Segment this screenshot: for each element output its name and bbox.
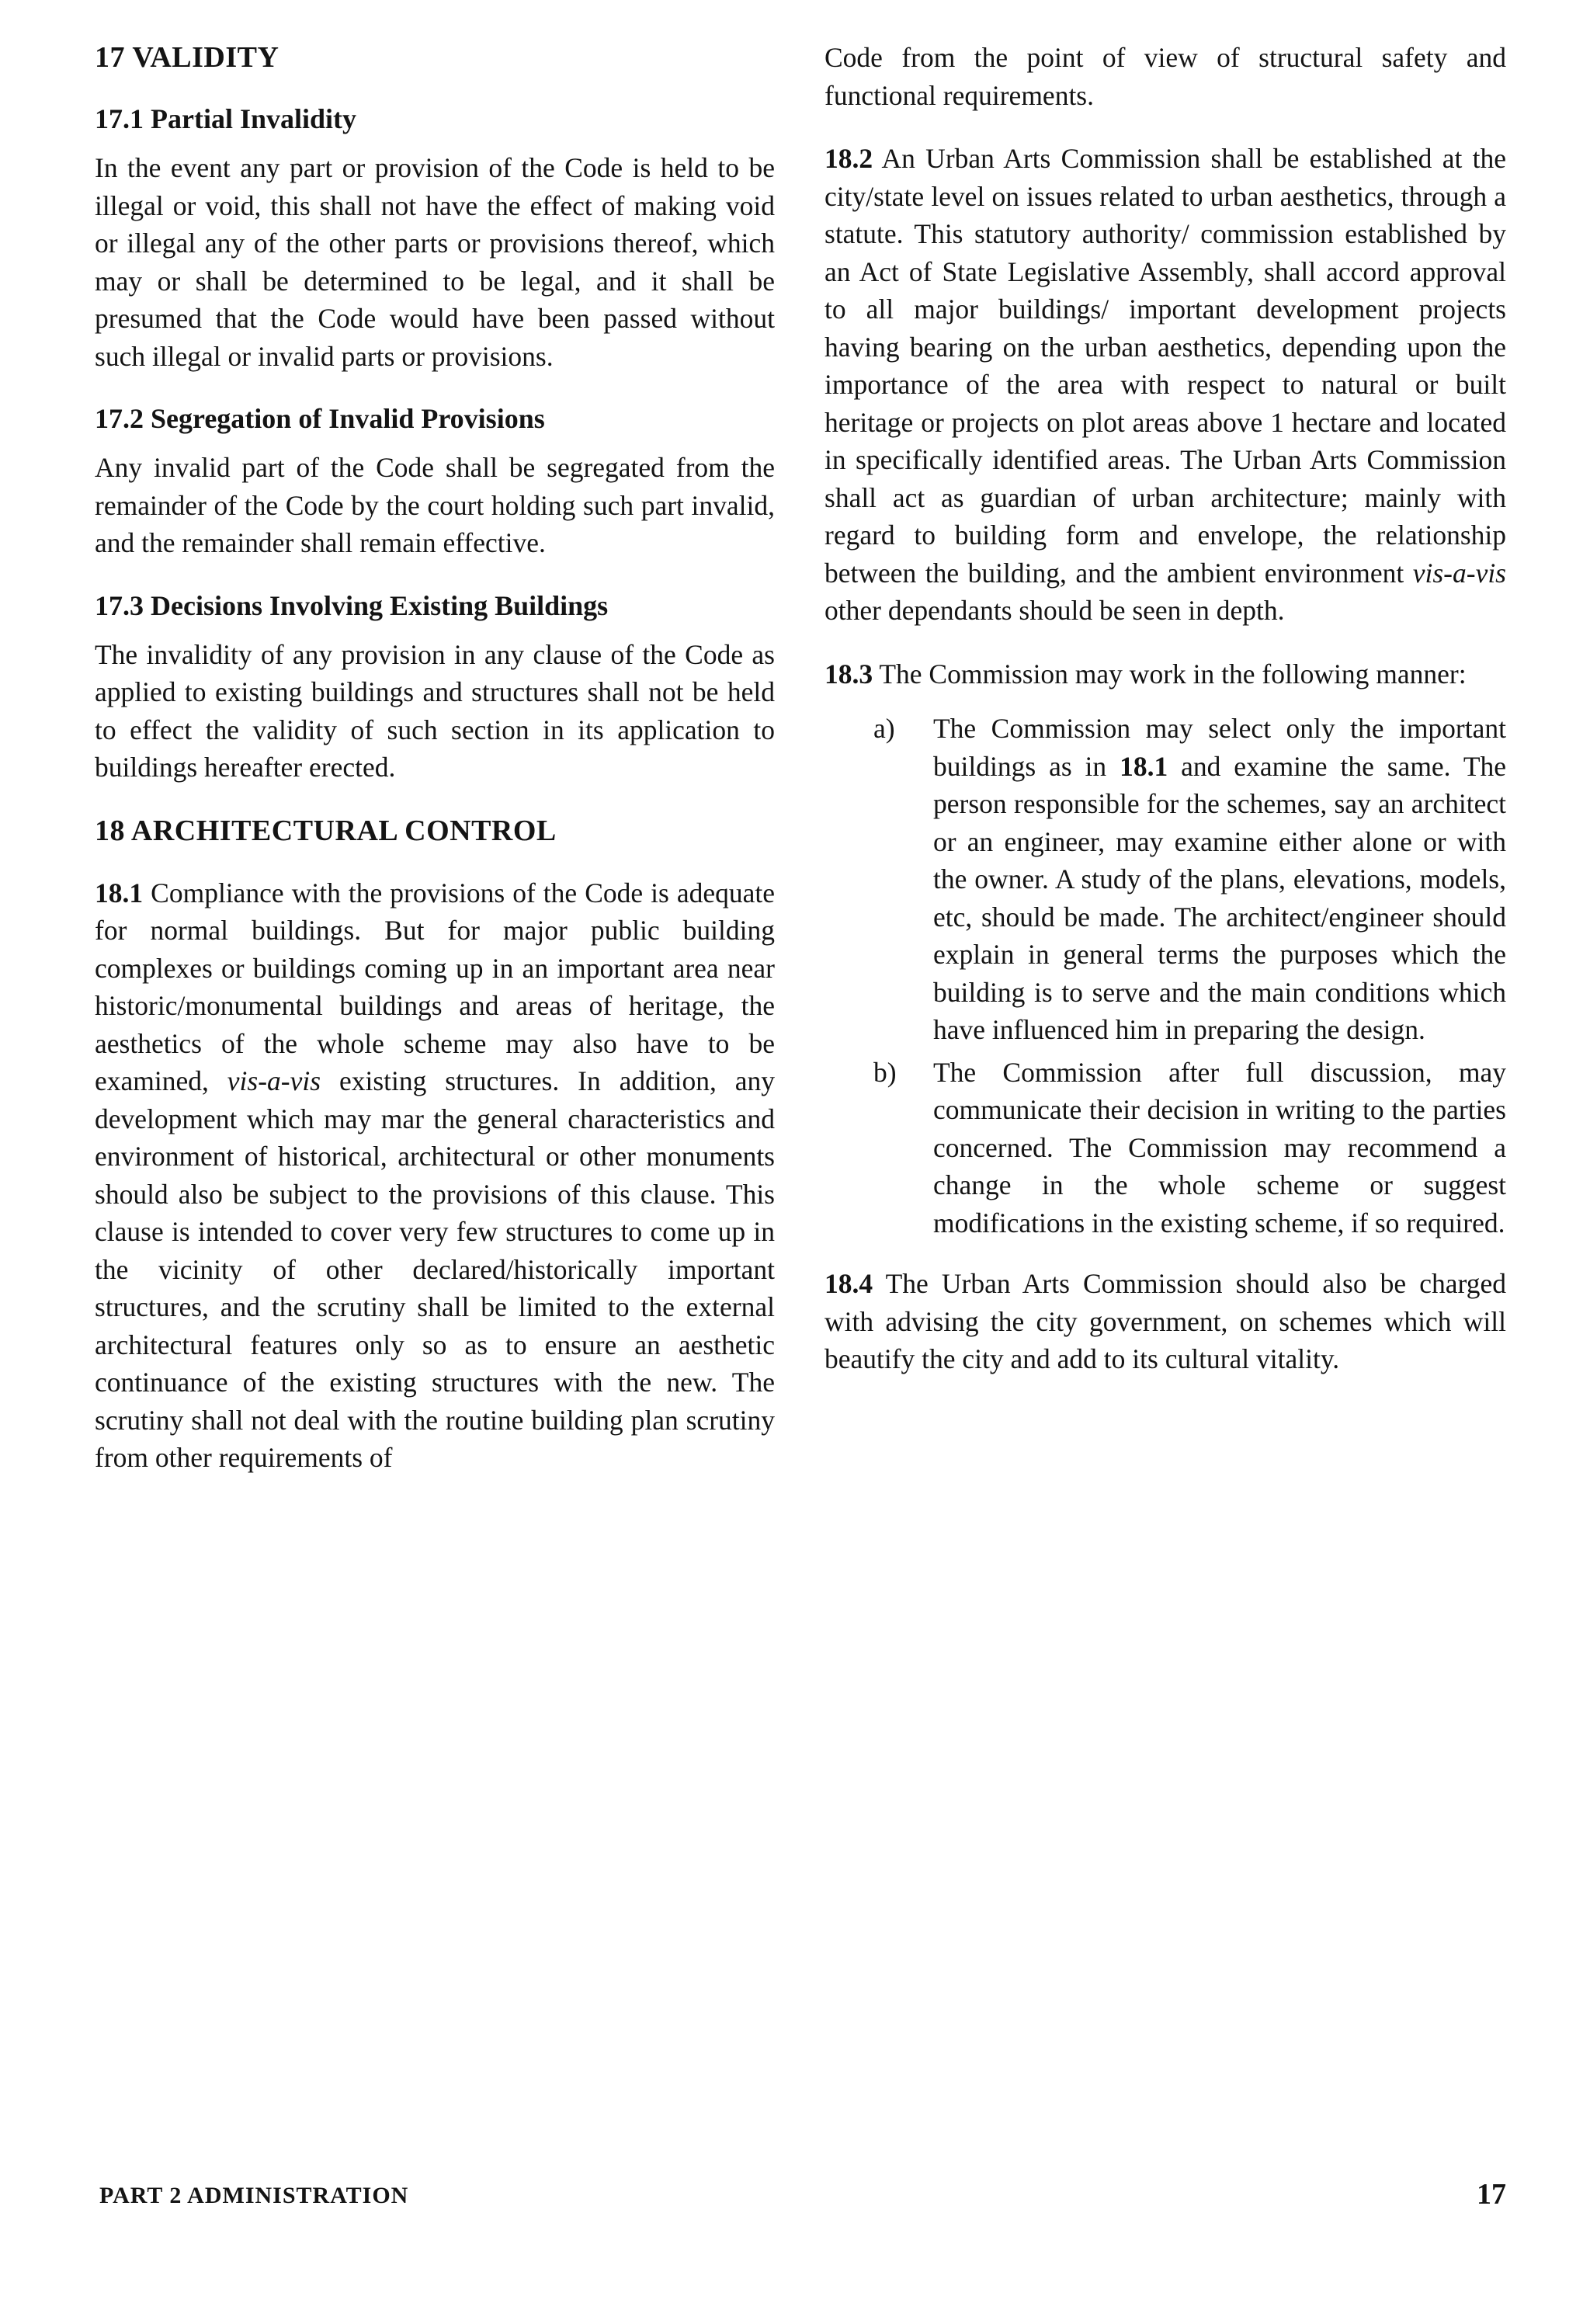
section-18-4-body [825, 1265, 1506, 1378]
section-18-2-italic: vis-a-vis [1412, 557, 1506, 589]
section-18-2-text-a: An Urban Arts Commission shall be established at the city/state level on issues related to urban aesthetics, through a statute. This statutory authority/ commission established by an Act of State Legislative Assembly, shall accord approval to all major buildings/ important development projects having bearing on the urban aesthetics, depending upon the importance of the area with respect to natural or built heritage or projects on plot areas above 1 hectare and located in specifically identified areas. The Urban Arts Commission shall act as guardian of urban architecture; mainly with regard to building form and envelope, the relationship between the building, and the ambient environment [825, 143, 1507, 589]
section-18-3-list [825, 710, 1506, 1242]
list-marker-a: a) [873, 713, 895, 744]
list-item-a-text-a: The Commission may select only the important buildings as in [933, 713, 1506, 782]
page-number: 17 [1477, 2178, 1506, 2211]
section-18-1-body [95, 874, 775, 1477]
list-item-b [825, 1054, 1506, 1242]
section-18-3-text: The Commission may work in the following manner: [879, 658, 1467, 690]
section-18-2-number: 18.2 [825, 143, 873, 174]
left-column [95, 39, 775, 1502]
section-17-2-heading: 17.2 Segregation of Invalid Provisions [95, 403, 545, 434]
section-18-4-number: 18.4 [825, 1268, 873, 1299]
list-item-b-text: The Commission after full discussion, may communicate their decision in writing to the parties concerned. The Commission may recommend a change in the whole scheme or suggest modifications in the existing scheme, if so required. [933, 1056, 1506, 1238]
section-18-3-body [825, 655, 1506, 693]
section-17-1-body: In the event any part or provision of the Code is held to be illegal or void, this shall not have the effect of making void or illegal any of the other parts or provisions thereof, which may or shall be determined to be legal, and it shall be presumed that the Code would have been passed without such illegal or invalid parts or provisions. [95, 152, 775, 372]
list-marker-b: b) [873, 1056, 897, 1088]
section-18-2-body [825, 140, 1506, 630]
section-18-1-text-b: existing structures. In addition, any development which may mar the general characteristics and environment of historical, architectural or other monuments should also be subject to the provisions of this clause. This clause is intended to cover very few structures to come up in the vicinity of other declared/historically important structures, and the scrutiny shall be limited to the external architectural features only so as to ensure an aesthetic continuance of the existing structures with the new. The scrutiny shall not deal with the routine building plan scrutiny from other requirements of [95, 1065, 775, 1473]
section-18-1-number: 18.1 [95, 877, 144, 908]
list-item-a-text-b: and examine the same. The person responsible for the schemes, say an architect or an engineer, may examine either alone or with the owner. A study of the plans, elevations, models, etc, should be made. The architect/engineer should explain in general terms the purposes which the building is to serve and the main conditions which have influenced him in preparing the design. [933, 750, 1507, 1045]
section-17-3-body: The invalidity of any provision in any clause of the Code as applied to existing buildings and structures shall not be held to effect the validity of such section in its application to buildings hereafter erected. [95, 638, 775, 783]
list-item-a-text [933, 710, 1506, 1049]
right-column [825, 39, 1506, 1404]
section-18-heading: 18 ARCHITECTURAL CONTROL [95, 814, 557, 847]
section-17-2-body: Any invalid part of the Code shall be segregated from the remainder of the Code by the court holding such part invalid, and the remainder shall remain effective. [95, 452, 775, 558]
section-17-3-heading: 17.3 Decisions Involving Existing Buildings [95, 589, 609, 621]
section-18-2-text-b: other dependants should be seen in depth. [825, 595, 1285, 626]
section-18-3-number: 18.3 [825, 658, 873, 690]
list-item-a [825, 710, 1506, 1049]
section-18-1-text-a: Compliance with the provisions of the Code is adequate for normal buildings. But for major public building complexes or buildings coming up in an important area near historic/monumental buildings and areas of heritage, the aesthetics of the whole scheme may also have to be examined, [95, 877, 775, 1096]
footer-part-label: PART 2 ADMINISTRATION [99, 2183, 409, 2208]
section-17-1-heading: 17.1 Partial Invalidity [95, 103, 357, 134]
continuation-text: Code from the point of view of structural safety and functional requirements. [825, 42, 1506, 111]
section-17-heading: 17 VALIDITY [95, 41, 279, 74]
section-18-1-italic: vis-a-vis [227, 1065, 321, 1096]
section-18-4-text: The Urban Arts Commission should also be charged with advising the city government, on schemes which will beautify the city and add to its cultural vitality. [825, 1268, 1506, 1374]
list-item-a-ref: 18.1 [1120, 750, 1168, 782]
